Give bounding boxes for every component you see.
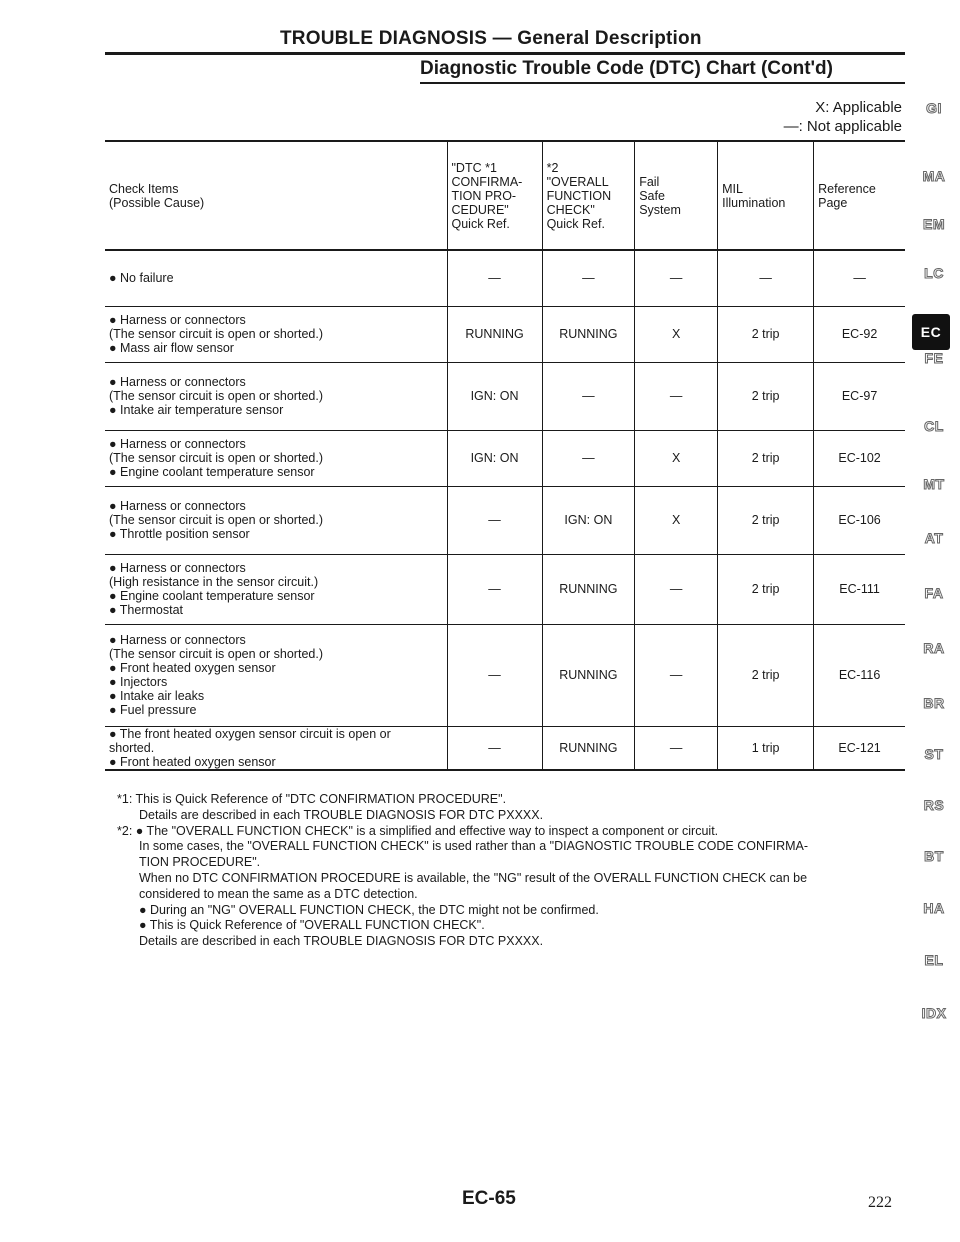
cell-mil: 2 trip xyxy=(718,554,814,624)
footnote-2-line: In some cases, the "OVERALL FUNCTION CHECK" is used rather than a "DIAGNOSTIC TROUBLE CODE CONFIRMA- xyxy=(139,839,809,854)
page-title: TROUBLE DIAGNOSIS — General Description xyxy=(280,28,702,49)
cell-fail-safe: — xyxy=(635,624,718,726)
cell-check-items xyxy=(105,624,447,726)
check-item: ● Engine coolant temperature sensor xyxy=(109,465,315,479)
section-tab-ha[interactable]: HA xyxy=(923,900,945,916)
header-mil-illumination xyxy=(718,141,814,250)
cell-overall-function: — xyxy=(542,430,635,486)
section-tab-cl[interactable]: CL xyxy=(924,418,944,434)
check-item: ● Fuel pressure xyxy=(109,703,197,717)
footnote-2-line: TION PROCEDURE". xyxy=(139,855,261,870)
header-line: CEDURE" xyxy=(451,202,509,217)
cell-fail-safe: X xyxy=(635,306,718,362)
header-line: Safe xyxy=(639,188,665,203)
cell-fail-safe: — xyxy=(635,250,718,306)
cell-mil: 2 trip xyxy=(718,624,814,726)
cell-dtc-confirmation: — xyxy=(447,726,542,770)
legend-applicable: X: Applicable xyxy=(815,99,902,116)
check-item: ● Harness or connectors xyxy=(109,437,246,451)
table-row xyxy=(105,362,905,430)
header-line: TION PRO- xyxy=(451,188,517,203)
check-item: ● Mass air flow sensor xyxy=(109,341,234,355)
check-item: ● Injectors xyxy=(109,675,168,689)
cell-reference-page: EC-106 xyxy=(814,486,905,554)
check-item: ● Engine coolant temperature sensor xyxy=(109,589,315,603)
header-line: Check Items xyxy=(109,181,179,196)
header-line: System xyxy=(639,202,681,217)
check-item: ● Harness or connectors xyxy=(109,633,246,647)
cell-dtc-confirmation: — xyxy=(447,486,542,554)
section-tab-st[interactable]: ST xyxy=(924,746,944,762)
section-tab-ec[interactable]: EC xyxy=(912,314,950,350)
cell-dtc-confirmation: — xyxy=(447,250,542,306)
footnote-2-line: considered to mean the same as a DTC detection. xyxy=(139,886,418,901)
table-row xyxy=(105,726,905,770)
header-line: *2 xyxy=(546,160,559,175)
header-line: CONFIRMA- xyxy=(451,174,523,189)
cell-reference-page: EC-116 xyxy=(814,624,905,726)
cell-fail-safe: X xyxy=(635,430,718,486)
cell-check-items xyxy=(105,430,447,486)
check-item: ● Throttle position sensor xyxy=(109,527,250,541)
header-line: FUNCTION xyxy=(546,188,612,203)
footnotes xyxy=(117,792,907,950)
cell-fail-safe: X xyxy=(635,486,718,554)
cell-dtc-confirmation: IGN: ON xyxy=(447,362,542,430)
table-row xyxy=(105,250,905,306)
cell-overall-function: IGN: ON xyxy=(542,486,635,554)
check-item: ● Harness or connectors xyxy=(109,375,246,389)
header-line: Quick Ref. xyxy=(451,216,510,231)
check-item: ● No failure xyxy=(109,271,174,286)
check-item: ● Intake air temperature sensor xyxy=(109,403,284,417)
table-row xyxy=(105,486,905,554)
cell-check-items xyxy=(105,362,447,430)
header-line: CHECK" xyxy=(546,202,595,217)
check-item: (The sensor circuit is open or shorted.) xyxy=(109,451,323,465)
cell-mil: — xyxy=(718,250,814,306)
section-tab-ra[interactable]: RA xyxy=(923,640,945,656)
cell-dtc-confirmation: IGN: ON xyxy=(447,430,542,486)
cell-mil: 1 trip xyxy=(718,726,814,770)
header-check-items xyxy=(105,141,447,250)
check-item: ● Harness or connectors xyxy=(109,313,246,327)
table-row xyxy=(105,306,905,362)
cell-dtc-confirmation: — xyxy=(447,554,542,624)
check-item: ● Harness or connectors xyxy=(109,561,246,575)
section-tab-em[interactable]: EM xyxy=(923,216,945,232)
table-row xyxy=(105,624,905,726)
section-tab-fe[interactable]: FE xyxy=(924,350,944,366)
cell-fail-safe: — xyxy=(635,554,718,624)
footnote-2: *2: ● The "OVERALL FUNCTION CHECK" is a simplified and effective way to inspect a component or circuit. xyxy=(117,823,719,838)
cell-dtc-confirmation: — xyxy=(447,624,542,726)
check-item: ● Harness or connectors xyxy=(109,499,246,513)
section-tab-at[interactable]: AT xyxy=(924,530,944,546)
page-number: 222 xyxy=(868,1194,892,1211)
footnote-2-bullet: ● During an "NG" OVERALL FUNCTION CHECK, the DTC might not be confirmed. xyxy=(139,902,599,917)
section-tab-br[interactable]: BR xyxy=(923,695,945,711)
check-item: ● Front heated oxygen sensor xyxy=(109,661,276,675)
section-tab-idx[interactable]: IDX xyxy=(921,1005,947,1021)
page-subtitle: Diagnostic Trouble Code (DTC) Chart (Cont'd) xyxy=(420,58,833,79)
cell-overall-function: RUNNING xyxy=(542,624,635,726)
footnote-2-line: When no DTC CONFIRMATION PROCEDURE is available, the "NG" result of the OVERALL FUNCTION CHECK can be xyxy=(139,870,808,885)
header-dtc-confirmation xyxy=(447,141,542,250)
cell-overall-function: RUNNING xyxy=(542,726,635,770)
cell-overall-function: — xyxy=(542,250,635,306)
check-item: (The sensor circuit is open or shorted.) xyxy=(109,647,323,661)
cell-reference-page: EC-97 xyxy=(814,362,905,430)
cell-check-items xyxy=(105,726,447,770)
check-item: ● Intake air leaks xyxy=(109,689,205,703)
header-line: Quick Ref. xyxy=(546,216,605,231)
header-line: Page xyxy=(818,195,848,210)
legend xyxy=(784,98,902,136)
header-fail-safe xyxy=(635,141,718,250)
subtitle-rule xyxy=(420,82,905,84)
dtc-chart-table xyxy=(105,140,905,771)
header-rule xyxy=(105,52,905,55)
check-item: ● Front heated oxygen sensor xyxy=(109,754,276,769)
table-row xyxy=(105,430,905,486)
section-tab-rs[interactable]: RS xyxy=(923,797,945,813)
cell-reference-page: EC-92 xyxy=(814,306,905,362)
cell-mil: 2 trip xyxy=(718,362,814,430)
footnote-1: *1: This is Quick Reference of "DTC CONFIRMATION PROCEDURE". xyxy=(117,792,507,806)
header-line: Fail xyxy=(639,174,660,189)
header-line: Reference xyxy=(818,181,876,196)
cell-fail-safe: — xyxy=(635,726,718,770)
cell-check-items xyxy=(105,250,447,306)
footnote-2-bullet: ● This is Quick Reference of "OVERALL FUNCTION CHECK". xyxy=(139,918,485,933)
cell-check-items xyxy=(105,554,447,624)
section-tab-lc[interactable]: LC xyxy=(924,265,944,281)
legend-not-applicable: —: Not applicable xyxy=(783,118,902,135)
table-row xyxy=(105,554,905,624)
section-tab-ma[interactable]: MA xyxy=(922,168,946,184)
section-tab-el[interactable]: EL xyxy=(924,952,944,968)
check-item: (The sensor circuit is open or shorted.) xyxy=(109,513,323,527)
header-line: "OVERALL xyxy=(546,174,609,189)
header-line: "DTC *1 xyxy=(451,160,497,175)
footnote-1-detail: Details are described in each TROUBLE DIAGNOSIS FOR DTC PXXXX. xyxy=(139,807,544,822)
header-reference-page xyxy=(814,141,905,250)
section-tab-gi[interactable]: GI xyxy=(926,100,942,116)
section-tab-fa[interactable]: FA xyxy=(924,585,944,601)
cell-dtc-confirmation: RUNNING xyxy=(447,306,542,362)
header-line: MIL xyxy=(722,181,743,196)
cell-fail-safe: — xyxy=(635,362,718,430)
section-tab-bt[interactable]: BT xyxy=(924,848,944,864)
cell-check-items xyxy=(105,486,447,554)
check-item: ● Thermostat xyxy=(109,603,184,617)
header-line: Illumination xyxy=(722,195,786,210)
cell-reference-page: EC-111 xyxy=(814,554,905,624)
cell-mil: 2 trip xyxy=(718,306,814,362)
header-line: (Possible Cause) xyxy=(109,195,205,210)
check-item: (The sensor circuit is open or shorted.) xyxy=(109,389,323,403)
cell-reference-page: EC-102 xyxy=(814,430,905,486)
cell-overall-function: RUNNING xyxy=(542,306,635,362)
cell-overall-function: RUNNING xyxy=(542,554,635,624)
check-item: (High resistance in the sensor circuit.) xyxy=(109,575,319,589)
header-overall-function-check xyxy=(542,141,635,250)
check-item: shorted. xyxy=(109,740,155,755)
check-item: ● The front heated oxygen sensor circuit is open or xyxy=(109,726,391,741)
cell-overall-function: — xyxy=(542,362,635,430)
check-item: (The sensor circuit is open or shorted.) xyxy=(109,327,323,341)
page-code: EC-65 xyxy=(462,1188,516,1209)
cell-mil: 2 trip xyxy=(718,486,814,554)
section-tab-mt[interactable]: MT xyxy=(923,476,945,492)
footnote-2-line: Details are described in each TROUBLE DIAGNOSIS FOR DTC PXXXX. xyxy=(139,934,544,949)
cell-reference-page: EC-121 xyxy=(814,726,905,770)
cell-mil: 2 trip xyxy=(718,430,814,486)
cell-reference-page: — xyxy=(814,250,905,306)
cell-check-items xyxy=(105,306,447,362)
table-header-row xyxy=(105,141,905,250)
table-body xyxy=(105,250,905,770)
